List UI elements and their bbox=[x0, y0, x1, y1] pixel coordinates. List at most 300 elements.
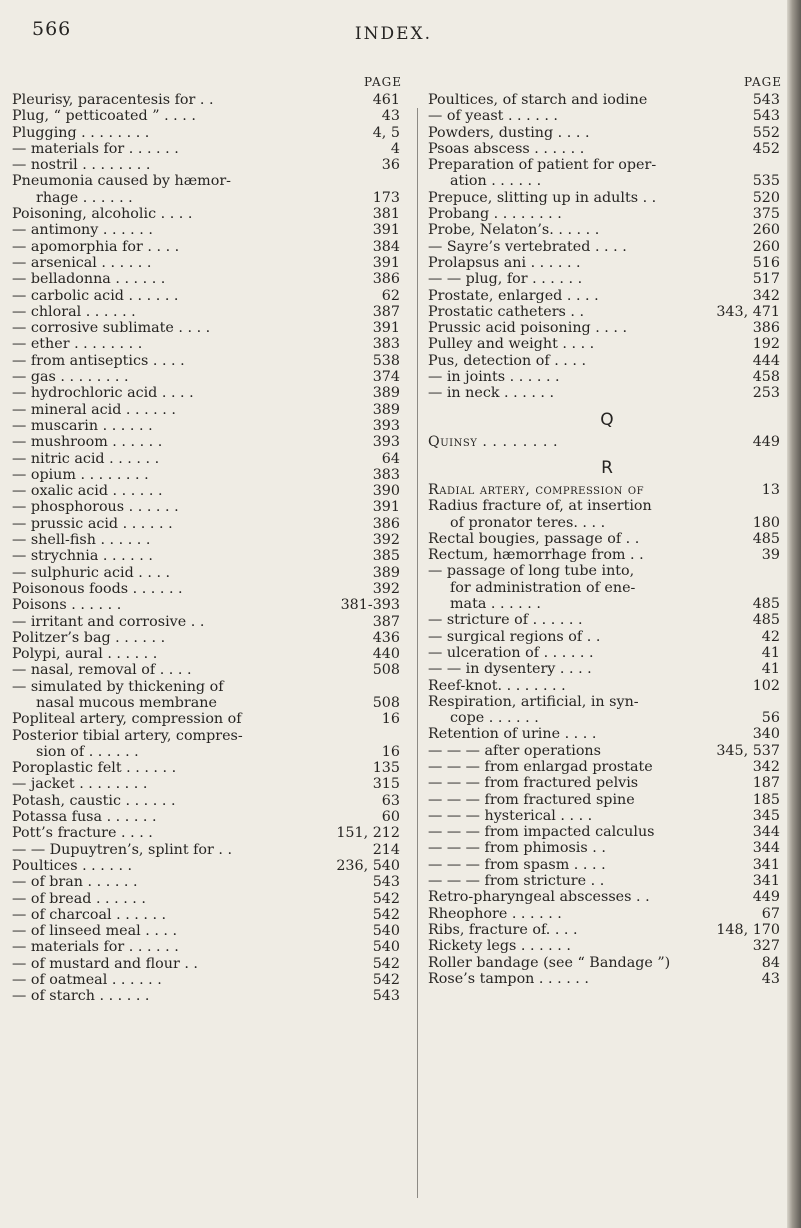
entry-page-ref: 185 bbox=[752, 791, 780, 808]
index-entry bbox=[428, 369, 786, 385]
entry-term: — shell-fish . . . . . . bbox=[12, 532, 151, 549]
entry-page-ref: 392 bbox=[372, 580, 400, 597]
section-letter-q: Q bbox=[600, 409, 614, 430]
index-entry bbox=[428, 906, 786, 922]
index-entry bbox=[12, 304, 406, 320]
index-entry bbox=[428, 255, 786, 271]
index-entry bbox=[12, 222, 406, 238]
entry-page-ref: 151, 212 bbox=[336, 825, 400, 842]
entry-term: — prussic acid . . . . . . bbox=[12, 515, 173, 532]
index-entry bbox=[12, 255, 406, 271]
index-entry bbox=[12, 939, 406, 955]
index-entry bbox=[428, 743, 786, 759]
entry-page-ref: 386 bbox=[752, 320, 780, 337]
index-entry bbox=[12, 760, 406, 776]
entry-page-ref: 542 bbox=[372, 890, 400, 907]
index-entry bbox=[12, 614, 406, 630]
entry-page-ref: 342 bbox=[752, 287, 780, 304]
entry-page-ref: 16 bbox=[381, 711, 400, 728]
entry-page-ref: 16 bbox=[381, 743, 400, 760]
entry-term: Rheophore . . . . . . bbox=[428, 905, 562, 922]
index-entry bbox=[12, 288, 406, 304]
entry-page-ref: 449 bbox=[752, 433, 780, 450]
index-entry bbox=[12, 581, 406, 597]
entry-term: Potash, caustic . . . . . . bbox=[12, 792, 176, 809]
page-edge-shadow bbox=[787, 0, 801, 1228]
index-entry bbox=[428, 320, 786, 336]
entry-page-ref: 517 bbox=[752, 271, 780, 288]
index-entry bbox=[12, 646, 406, 662]
entry-term: Politzer’s bag . . . . . . bbox=[12, 629, 166, 646]
index-entry bbox=[428, 239, 786, 255]
index-entry bbox=[12, 173, 406, 189]
entry-term: — jacket . . . . . . . . bbox=[12, 776, 148, 793]
index-entry bbox=[428, 157, 786, 173]
entry-term: — — — from fractured spine bbox=[428, 791, 635, 808]
entry-page-ref: 236, 540 bbox=[336, 857, 400, 874]
entry-term: Poultices . . . . . . bbox=[12, 857, 133, 874]
index-entry bbox=[12, 630, 406, 646]
entry-page-ref: 135 bbox=[372, 760, 400, 777]
entry-term: — — — from impacted calculus bbox=[428, 824, 655, 841]
index-entry bbox=[12, 108, 406, 124]
index-entry bbox=[428, 678, 786, 694]
index-entry bbox=[428, 190, 786, 206]
entry-page-ref: 343, 471 bbox=[716, 303, 780, 320]
index-entry bbox=[428, 531, 786, 547]
entry-term: — ulceration of . . . . . . bbox=[428, 644, 594, 661]
index-entry bbox=[12, 369, 406, 385]
index-entry bbox=[428, 336, 786, 352]
entry-term: — hydrochloric acid . . . . bbox=[12, 385, 194, 402]
entry-page-ref: 540 bbox=[372, 923, 400, 940]
entry-term: — passage of long tube into, bbox=[428, 563, 635, 580]
entry-term: Rickety legs . . . . . . bbox=[428, 938, 571, 955]
entry-term: — oxalic acid . . . . . . bbox=[12, 483, 163, 500]
entry-page-ref: 386 bbox=[372, 271, 400, 288]
entry-page-ref: 391 bbox=[372, 222, 400, 239]
entry-page-ref: 543 bbox=[372, 874, 400, 891]
entry-term: Poisoning, alcoholic . . . . bbox=[12, 206, 193, 223]
index-entry bbox=[428, 304, 786, 320]
entry-page-ref: 43 bbox=[761, 970, 780, 987]
entry-term: — phosphorous . . . . . . bbox=[12, 499, 179, 516]
entry-term: mata . . . . . . bbox=[450, 596, 541, 613]
entry-term: — — — hysterical . . . . bbox=[428, 807, 593, 824]
entry-page-ref: 485 bbox=[752, 596, 780, 613]
index-entry bbox=[12, 418, 406, 434]
index-entry bbox=[428, 353, 786, 369]
entry-page-ref: 552 bbox=[752, 124, 780, 141]
index-entry bbox=[428, 645, 786, 661]
entry-term: ation . . . . . . bbox=[450, 173, 542, 190]
index-entry bbox=[428, 434, 786, 450]
entry-page-ref: 63 bbox=[381, 792, 400, 809]
index-entry bbox=[12, 336, 406, 352]
entry-term: Pus, detection of . . . . bbox=[428, 352, 587, 369]
entry-term: — in joints . . . . . . bbox=[428, 369, 560, 386]
index-entry bbox=[428, 661, 786, 677]
right-entry-list-p bbox=[428, 92, 786, 402]
entry-term: — — in dysentery . . . . bbox=[428, 661, 592, 678]
entry-term: — antimony . . . . . . bbox=[12, 222, 153, 239]
index-entry bbox=[12, 434, 406, 450]
entry-term: Reef-knot. . . . . . . . bbox=[428, 677, 566, 694]
entry-page-ref: 56 bbox=[761, 710, 780, 727]
entry-term: Poisonous foods . . . . . . bbox=[12, 580, 183, 597]
entry-term: Prolapsus ani . . . . . . bbox=[428, 254, 581, 271]
entry-term: — ether . . . . . . . . bbox=[12, 336, 143, 353]
index-entry bbox=[428, 125, 786, 141]
entry-page-ref: 508 bbox=[372, 662, 400, 679]
index-entry bbox=[12, 499, 406, 515]
index-entry bbox=[12, 891, 406, 907]
index-entry bbox=[12, 516, 406, 532]
index-entry bbox=[12, 793, 406, 809]
entry-page-ref: 344 bbox=[752, 824, 780, 841]
entry-term: — nostril . . . . . . . . bbox=[12, 157, 151, 174]
entry-page-ref: 375 bbox=[752, 206, 780, 223]
entry-page-ref: 345 bbox=[752, 807, 780, 824]
entry-page-ref: 449 bbox=[752, 889, 780, 906]
index-entry bbox=[12, 728, 406, 744]
index-entry bbox=[12, 206, 406, 222]
entry-term: Poisons . . . . . . bbox=[12, 597, 122, 614]
entry-term: Prepuce, slitting up in adults . . bbox=[428, 189, 657, 206]
index-entry bbox=[12, 956, 406, 972]
index-entry bbox=[12, 679, 406, 695]
entry-page-ref: 387 bbox=[372, 303, 400, 320]
index-entry bbox=[428, 889, 786, 905]
index-entry bbox=[12, 907, 406, 923]
index-entry bbox=[428, 288, 786, 304]
entry-term: — corrosive sublimate . . . . bbox=[12, 320, 211, 337]
index-entry bbox=[428, 547, 786, 563]
index-entry bbox=[428, 206, 786, 222]
entry-page-ref: 42 bbox=[761, 628, 780, 645]
entry-page-ref: 67 bbox=[761, 905, 780, 922]
entry-term: Probang . . . . . . . . bbox=[428, 206, 562, 223]
entry-page-ref: 260 bbox=[752, 222, 780, 239]
index-entry bbox=[428, 596, 786, 612]
entry-term: — in neck . . . . . . bbox=[428, 385, 555, 402]
entry-term: — sulphuric acid . . . . bbox=[12, 564, 171, 581]
entry-page-ref: 390 bbox=[372, 483, 400, 500]
entry-term: — chloral . . . . . . bbox=[12, 303, 136, 320]
entry-term: Powders, dusting . . . . bbox=[428, 124, 590, 141]
entry-page-ref: 461 bbox=[372, 92, 400, 108]
entry-page-ref: 192 bbox=[752, 336, 780, 353]
entry-term: — simulated by thickening of bbox=[12, 678, 224, 695]
entry-page-ref: 39 bbox=[761, 547, 780, 564]
entry-term: — of bran . . . . . . bbox=[12, 874, 138, 891]
entry-term: Retro-pharyngeal abscesses . . bbox=[428, 889, 650, 906]
index-entry bbox=[428, 840, 786, 856]
entry-page-ref: 543 bbox=[372, 988, 400, 1005]
index-entry bbox=[428, 938, 786, 954]
entry-page-ref: 13 bbox=[761, 481, 780, 498]
index-entry bbox=[12, 92, 406, 108]
entry-page-ref: 214 bbox=[372, 841, 400, 858]
entry-term: nasal mucous membrane bbox=[36, 694, 217, 711]
entry-page-ref: 102 bbox=[752, 677, 780, 694]
entry-term: — opium . . . . . . . . bbox=[12, 466, 149, 483]
entry-term: Rose’s tampon . . . . . . bbox=[428, 970, 589, 987]
entry-page-ref: 383 bbox=[372, 336, 400, 353]
entry-term: — — plug, for . . . . . . bbox=[428, 271, 583, 288]
entry-page-ref: 543 bbox=[752, 108, 780, 125]
entry-page-ref: 327 bbox=[752, 938, 780, 955]
index-entry bbox=[12, 809, 406, 825]
entry-term: Rectum, hæmorrhage from . . bbox=[428, 547, 644, 564]
index-entry bbox=[428, 482, 786, 498]
index-entry bbox=[12, 858, 406, 874]
index-entry bbox=[12, 125, 406, 141]
entry-page-ref: 485 bbox=[752, 530, 780, 547]
entry-page-ref: 391 bbox=[372, 320, 400, 337]
entry-page-ref: 340 bbox=[752, 726, 780, 743]
entry-page-ref: 535 bbox=[752, 173, 780, 190]
index-entry bbox=[428, 629, 786, 645]
column-divider bbox=[417, 108, 418, 1198]
entry-page-ref: 173 bbox=[372, 189, 400, 206]
entry-page-ref: 260 bbox=[752, 238, 780, 255]
index-entry bbox=[12, 385, 406, 401]
entry-term: of pronator teres. . . . bbox=[450, 514, 606, 531]
index-entry bbox=[12, 597, 406, 613]
entry-term: Poultices, of starch and iodine bbox=[428, 92, 648, 108]
index-column-left bbox=[12, 72, 406, 1005]
entry-page-ref: 253 bbox=[752, 385, 780, 402]
entry-term: Radial artery, compression of bbox=[428, 481, 645, 498]
index-entry bbox=[12, 483, 406, 499]
index-entry bbox=[428, 759, 786, 775]
entry-term: — of bread . . . . . . bbox=[12, 890, 146, 907]
entry-page-ref: 391 bbox=[372, 499, 400, 516]
index-entry bbox=[428, 108, 786, 124]
index-entry bbox=[12, 972, 406, 988]
index-entry bbox=[428, 694, 786, 710]
entry-page-ref: 485 bbox=[752, 612, 780, 629]
entry-term: Posterior tibial artery, compres- bbox=[12, 727, 243, 744]
entry-page-ref: 389 bbox=[372, 385, 400, 402]
index-entry bbox=[428, 873, 786, 889]
index-entry bbox=[428, 580, 786, 596]
entry-term: Preparation of patient for oper- bbox=[428, 157, 657, 174]
entry-term: Polypi, aural . . . . . . bbox=[12, 646, 158, 663]
index-entry bbox=[12, 157, 406, 173]
entry-page-ref: 36 bbox=[381, 157, 400, 174]
running-title: INDEX. bbox=[354, 24, 433, 44]
entry-page-ref: 180 bbox=[752, 514, 780, 531]
entry-page-ref: 543 bbox=[752, 92, 780, 108]
entry-page-ref: 341 bbox=[752, 873, 780, 890]
entry-page-ref: 440 bbox=[372, 646, 400, 663]
entry-page-ref: 4 bbox=[390, 140, 400, 157]
entry-page-ref: 542 bbox=[372, 972, 400, 989]
entry-page-ref: 187 bbox=[752, 775, 780, 792]
entry-term: Probe, Nelaton’s. . . . . . bbox=[428, 222, 600, 239]
entry-term: — from antiseptics . . . . bbox=[12, 352, 185, 369]
index-entry bbox=[12, 695, 406, 711]
entry-term: Retention of urine . . . . bbox=[428, 726, 597, 743]
entry-page-ref: 381 bbox=[372, 206, 400, 223]
index-entry bbox=[12, 141, 406, 157]
entry-term: — carbolic acid . . . . . . bbox=[12, 287, 179, 304]
entry-term: Radius fracture of, at insertion bbox=[428, 498, 652, 515]
index-entry bbox=[12, 467, 406, 483]
entry-term: — stricture of . . . . . . bbox=[428, 612, 583, 629]
index-entry bbox=[428, 385, 786, 401]
entry-term: — nitric acid . . . . . . bbox=[12, 450, 160, 467]
entry-page-ref: 342 bbox=[752, 758, 780, 775]
index-entry bbox=[428, 808, 786, 824]
entry-term: Pott’s fracture . . . . bbox=[12, 825, 153, 842]
left-entry-list bbox=[12, 92, 406, 1005]
index-entry bbox=[12, 353, 406, 369]
index-entry bbox=[12, 239, 406, 255]
entry-page-ref: 516 bbox=[752, 254, 780, 271]
entry-term: — irritant and corrosive . . bbox=[12, 613, 205, 630]
index-entry bbox=[428, 792, 786, 808]
entry-page-ref: 393 bbox=[372, 417, 400, 434]
entry-page-ref: 444 bbox=[752, 352, 780, 369]
entry-page-ref: 520 bbox=[752, 189, 780, 206]
entry-page-ref: 392 bbox=[372, 532, 400, 549]
entry-term: rhage . . . . . . bbox=[36, 189, 133, 206]
index-entry bbox=[12, 842, 406, 858]
entry-term: — of linseed meal . . . . bbox=[12, 923, 178, 940]
index-entry bbox=[428, 173, 786, 189]
entry-page-ref: 542 bbox=[372, 955, 400, 972]
entry-term: — — Dupuytren’s, splint for . . bbox=[12, 841, 233, 858]
entry-term: — gas . . . . . . . . bbox=[12, 369, 129, 386]
entry-page-ref: 383 bbox=[372, 466, 400, 483]
entry-term: Prostate, enlarged . . . . bbox=[428, 287, 599, 304]
entry-page-ref: 385 bbox=[372, 548, 400, 565]
entry-page-ref: 542 bbox=[372, 906, 400, 923]
entry-page-ref: 508 bbox=[372, 694, 400, 711]
index-entry bbox=[12, 402, 406, 418]
index-entry bbox=[12, 271, 406, 287]
entry-term: sion of . . . . . . bbox=[36, 743, 139, 760]
index-entry bbox=[12, 565, 406, 581]
entry-page-ref: 391 bbox=[372, 254, 400, 271]
entry-page-ref: 540 bbox=[372, 939, 400, 956]
index-entry bbox=[428, 824, 786, 840]
entry-page-ref: 41 bbox=[761, 661, 780, 678]
index-entry bbox=[428, 271, 786, 287]
entry-term: Psoas abscess . . . . . . bbox=[428, 140, 585, 157]
entry-page-ref: 458 bbox=[752, 369, 780, 386]
entry-term: — of yeast . . . . . . bbox=[428, 108, 558, 125]
entry-term: — of charcoal . . . . . . bbox=[12, 906, 167, 923]
entry-page-ref: 4, 5 bbox=[372, 124, 400, 141]
index-entry bbox=[12, 320, 406, 336]
entry-term: — — — after operations bbox=[428, 742, 601, 759]
entry-page-ref: 84 bbox=[761, 954, 780, 971]
entry-term: Respiration, artificial, in syn- bbox=[428, 693, 639, 710]
index-entry bbox=[12, 988, 406, 1004]
entry-page-ref: 41 bbox=[761, 644, 780, 661]
entry-term: Plug, “ petticoated ” . . . . bbox=[12, 108, 196, 125]
entry-term: Roller bandage (see “ Bandage ”) bbox=[428, 954, 671, 971]
index-entry bbox=[428, 955, 786, 971]
entry-page-ref: 436 bbox=[372, 629, 400, 646]
page-number: 566 bbox=[32, 18, 72, 40]
index-entry bbox=[428, 92, 786, 108]
entry-term: cope . . . . . . bbox=[450, 710, 539, 727]
index-entry bbox=[428, 971, 786, 987]
entry-page-ref: 64 bbox=[381, 450, 400, 467]
entry-term: Popliteal artery, compression of bbox=[12, 711, 242, 728]
entry-page-ref: 60 bbox=[381, 809, 400, 826]
index-entry bbox=[12, 776, 406, 792]
index-entry bbox=[12, 451, 406, 467]
entry-page-ref: 62 bbox=[381, 287, 400, 304]
entry-page-ref: 538 bbox=[372, 352, 400, 369]
entry-page-ref: 389 bbox=[372, 564, 400, 581]
index-entry bbox=[12, 548, 406, 564]
entry-page-ref: 345, 537 bbox=[716, 742, 780, 759]
entry-page-ref: 374 bbox=[372, 369, 400, 386]
page-column-label: PAGE bbox=[744, 75, 782, 89]
entry-term: Pulley and weight . . . . bbox=[428, 336, 595, 353]
index-entry bbox=[428, 515, 786, 531]
entry-page-ref: 43 bbox=[381, 108, 400, 125]
entry-term: — materials for . . . . . . bbox=[12, 140, 179, 157]
entry-term: Quinsy . . . . . . . . bbox=[428, 433, 559, 450]
entry-term: — surgical regions of . . bbox=[428, 628, 601, 645]
index-entry bbox=[12, 744, 406, 760]
entry-term: Poroplastic felt . . . . . . bbox=[12, 760, 177, 777]
entry-term: — materials for . . . . . . bbox=[12, 939, 179, 956]
entry-term: — — — from spasm . . . . bbox=[428, 856, 606, 873]
entry-term: — — — from fractured pelvis bbox=[428, 775, 639, 792]
index-entry bbox=[428, 563, 786, 579]
index-entry bbox=[12, 711, 406, 727]
entry-term: — of starch . . . . . . bbox=[12, 988, 150, 1005]
entry-page-ref: 389 bbox=[372, 401, 400, 418]
entry-term: — — — from enlargad prostate bbox=[428, 758, 653, 775]
entry-term: — apomorphia for . . . . bbox=[12, 238, 180, 255]
section-letter-r: R bbox=[601, 457, 613, 478]
entry-term: — Sayre’s vertebrated . . . . bbox=[428, 238, 627, 255]
index-entry bbox=[428, 141, 786, 157]
entry-term: — strychnia . . . . . . bbox=[12, 548, 153, 565]
entry-page-ref: 344 bbox=[752, 840, 780, 857]
entry-term: — arsenical . . . . . . bbox=[12, 254, 152, 271]
entry-term: Rectal bougies, passage of . . bbox=[428, 530, 640, 547]
entry-page-ref: 452 bbox=[752, 140, 780, 157]
entry-page-ref: 387 bbox=[372, 613, 400, 630]
index-column-right bbox=[428, 72, 786, 987]
entry-term: Pneumonia caused by hæmor- bbox=[12, 173, 231, 190]
index-entry bbox=[12, 532, 406, 548]
index-entry bbox=[428, 922, 786, 938]
index-entry bbox=[12, 662, 406, 678]
entry-term: Prostatic catheters . . bbox=[428, 303, 585, 320]
index-entry bbox=[428, 710, 786, 726]
entry-term: Plugging . . . . . . . . bbox=[12, 124, 150, 141]
index-entry bbox=[428, 726, 786, 742]
entry-page-ref: 386 bbox=[372, 515, 400, 532]
entry-page-ref: 315 bbox=[372, 776, 400, 793]
page-column-label: PAGE bbox=[364, 75, 402, 89]
index-entry bbox=[428, 222, 786, 238]
index-entry bbox=[12, 825, 406, 841]
entry-page-ref: 393 bbox=[372, 434, 400, 451]
